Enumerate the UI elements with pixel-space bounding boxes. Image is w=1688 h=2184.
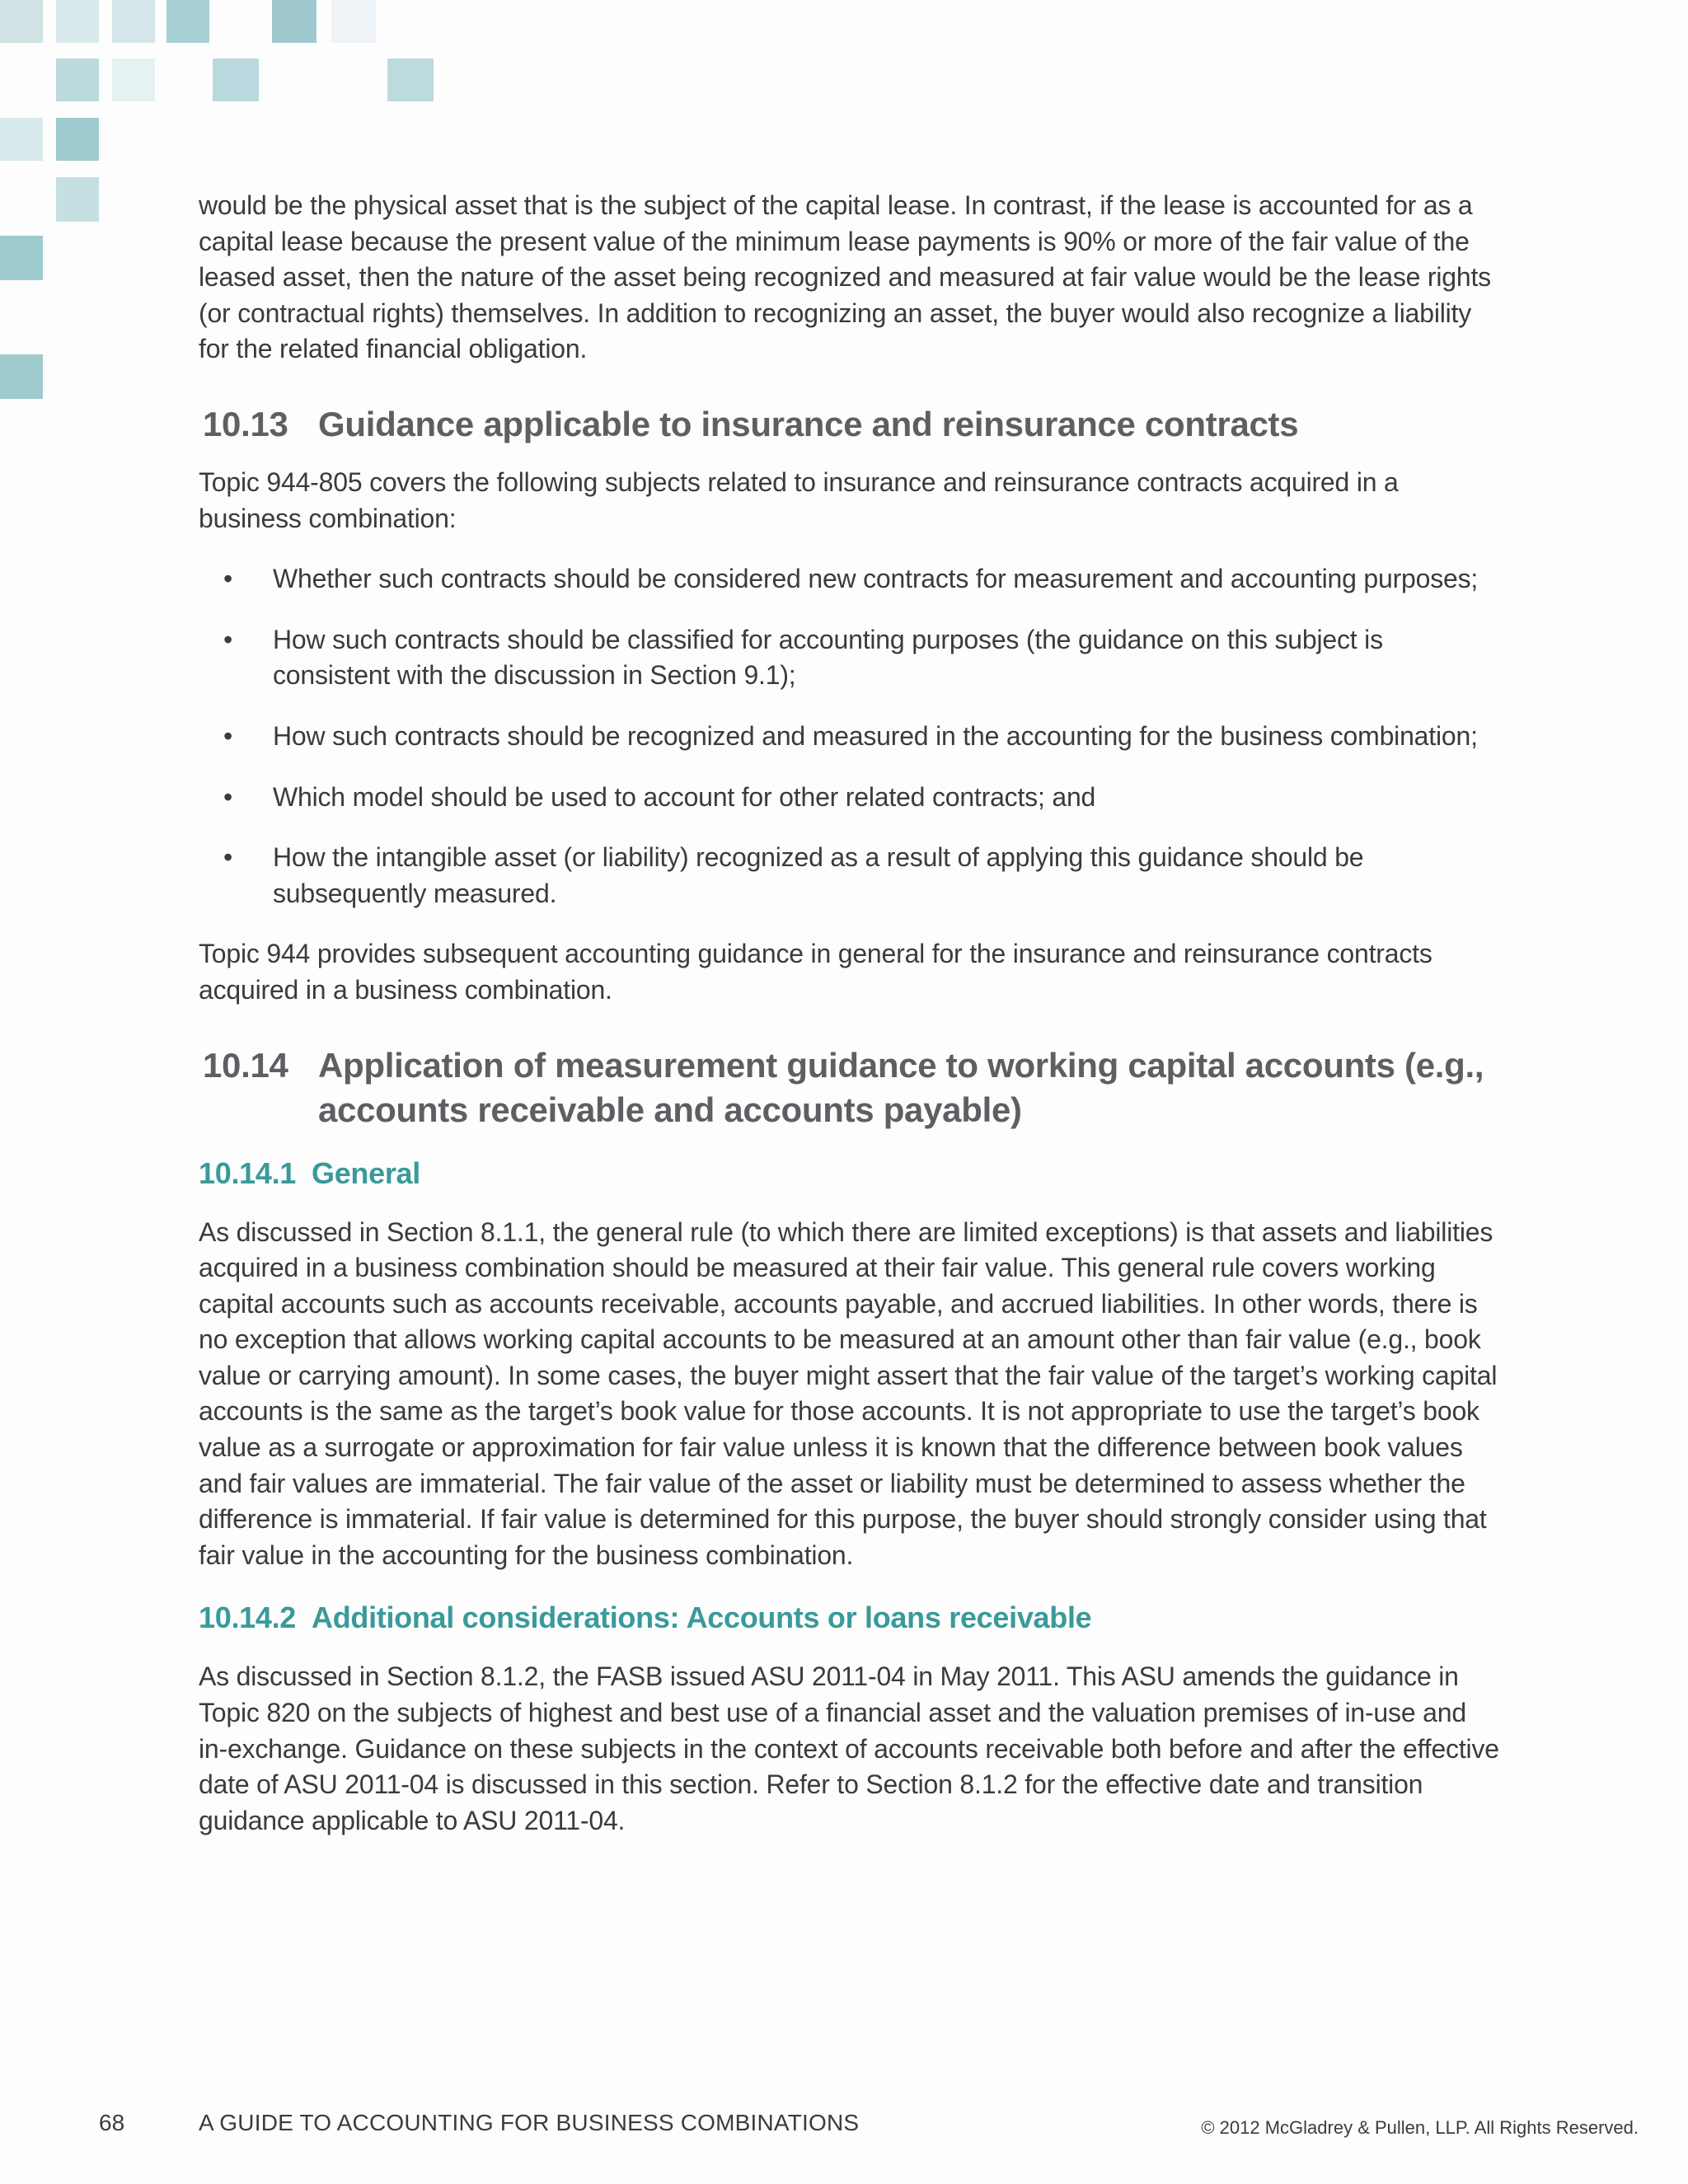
subsection-number: 10.14.1 [199, 1155, 297, 1190]
section-number: 10.13 [203, 404, 288, 443]
list-item [199, 719, 1501, 755]
section-intro-paragraph: Topic 944-805 covers the following subjects related to insurance and reinsurance contracts acquired in a business combination: [199, 466, 1399, 533]
list-item-text: Which model should be used to account for other related contracts; and [273, 781, 1096, 812]
section-number: 10.14 [203, 1045, 288, 1085]
intro-paragraph: would be the physical asset that is the subject of the capital lease. In contrast, if the lease is accounted for as a capital lease because the present value of the minimum lease payments is 90% or more of the fair value of the leased asset, then the nature of the asset being recognized and measured at fair value would be the lease rights (or contractual rights) themselves. In addition to recognizing an asset, the buyer would also recognize a liability for the related financial obligation. [199, 190, 1491, 364]
page-number: 68 [99, 2110, 125, 2135]
list-item [199, 840, 1501, 912]
subsection-heading-10-14-2 [199, 1600, 1501, 1636]
footer-copyright: © 2012 McGladrey & Pullen, LLP. All Rights Reserved. [1201, 2117, 1639, 2138]
section-heading-10-13 [199, 402, 1501, 447]
list-item-text: How such contracts should be classified for accounting purposes (the guidance on this subject is consistent with the discussion in Section 9.1); [273, 624, 1383, 691]
list-item [199, 780, 1501, 816]
deco-square [56, 0, 99, 43]
deco-square [331, 0, 376, 43]
deco-square [0, 236, 43, 280]
bullet-icon: • [223, 842, 233, 873]
bullet-icon: • [223, 564, 233, 594]
section-heading-10-14 [199, 1043, 1501, 1132]
deco-square [213, 59, 259, 101]
section-title: Guidance applicable to insurance and reinsurance contracts [318, 404, 1299, 443]
deco-square [56, 118, 99, 161]
deco-square [112, 0, 155, 43]
list-item-text: Whether such contracts should be considered new contracts for measurement and accounting purposes; [273, 564, 1479, 594]
bullet-list [199, 561, 1501, 912]
deco-square [387, 59, 434, 101]
bullet-icon: • [223, 781, 233, 812]
section-closing-paragraph: Topic 944 provides subsequent accounting guidance in general for the insurance and reinsurance contracts acquired in a business combination. [199, 939, 1432, 1005]
list-item [199, 622, 1501, 694]
deco-square [112, 59, 155, 101]
bullet-icon: • [223, 720, 233, 751]
subsection-number: 10.14.2 [199, 1601, 297, 1635]
deco-square [0, 0, 43, 43]
subsection-title: Additional considerations: Accounts or loans receivable [312, 1601, 1092, 1635]
subsection-paragraph: As discussed in Section 8.1.2, the FASB issued ASU 2011-04 in May 2011. This ASU amends the guidance in Topic 820 on the subjects of highest and best use of a financial asset and the valuation premises of in-use and in-exchange. Guidance on these subjects in the context of accounts receivable both before and after the effective date of ASU 2011-04 is discussed in this section. Refer to Section 8.1.2 for the effective date and transition guidance applicable to ASU 2011-04. [199, 1661, 1499, 1835]
subsection-paragraph: As discussed in Section 8.1.1, the general rule (to which there are limited exceptions) is that assets and liabilities acquired in a business combination should be measured at their fair value. This general rule covers working capital accounts such as accounts receivable, accounts payable, and accrued liabilities. In other words, there is no exception that allows working capital accounts to be measured at an amount other than fair value (e.g., book value or carrying amount). In some cases, the buyer might assert that the fair value of the target’s working capital accounts is the same as the target’s book value for those accounts. It is not appropriate to use the target’s book value as a surrogate or approximation for fair value unless it is known that the difference between book values and fair values are immaterial. The fair value of the asset or liability must be determined to assess whether the difference is immaterial. If fair value is determined for this purpose, the buyer should strongly consider using that fair value in the accounting for the business combination. [199, 1216, 1498, 1570]
deco-square [56, 177, 99, 222]
bullet-icon: • [223, 624, 233, 654]
deco-square [0, 118, 43, 161]
deco-square [0, 354, 43, 399]
section-title: Application of measurement guidance to working capital accounts (e.g., accounts receivable and accounts payable) [318, 1045, 1484, 1129]
deco-square [272, 0, 316, 43]
list-item-text: How such contracts should be recognized and measured in the accounting for the business combination; [273, 720, 1478, 751]
page-content [199, 188, 1501, 1839]
deco-square [166, 0, 209, 43]
footer-title: A GUIDE TO ACCOUNTING FOR BUSINESS COMBINATIONS [199, 2110, 860, 2135]
subsection-title: General [312, 1155, 420, 1190]
subsection-heading-10-14-1 [199, 1155, 1501, 1192]
list-item-text: How the intangible asset (or liability) recognized as a result of applying this guidance should be subsequently measured. [273, 842, 1364, 908]
deco-square [56, 59, 99, 101]
list-item [199, 561, 1501, 598]
